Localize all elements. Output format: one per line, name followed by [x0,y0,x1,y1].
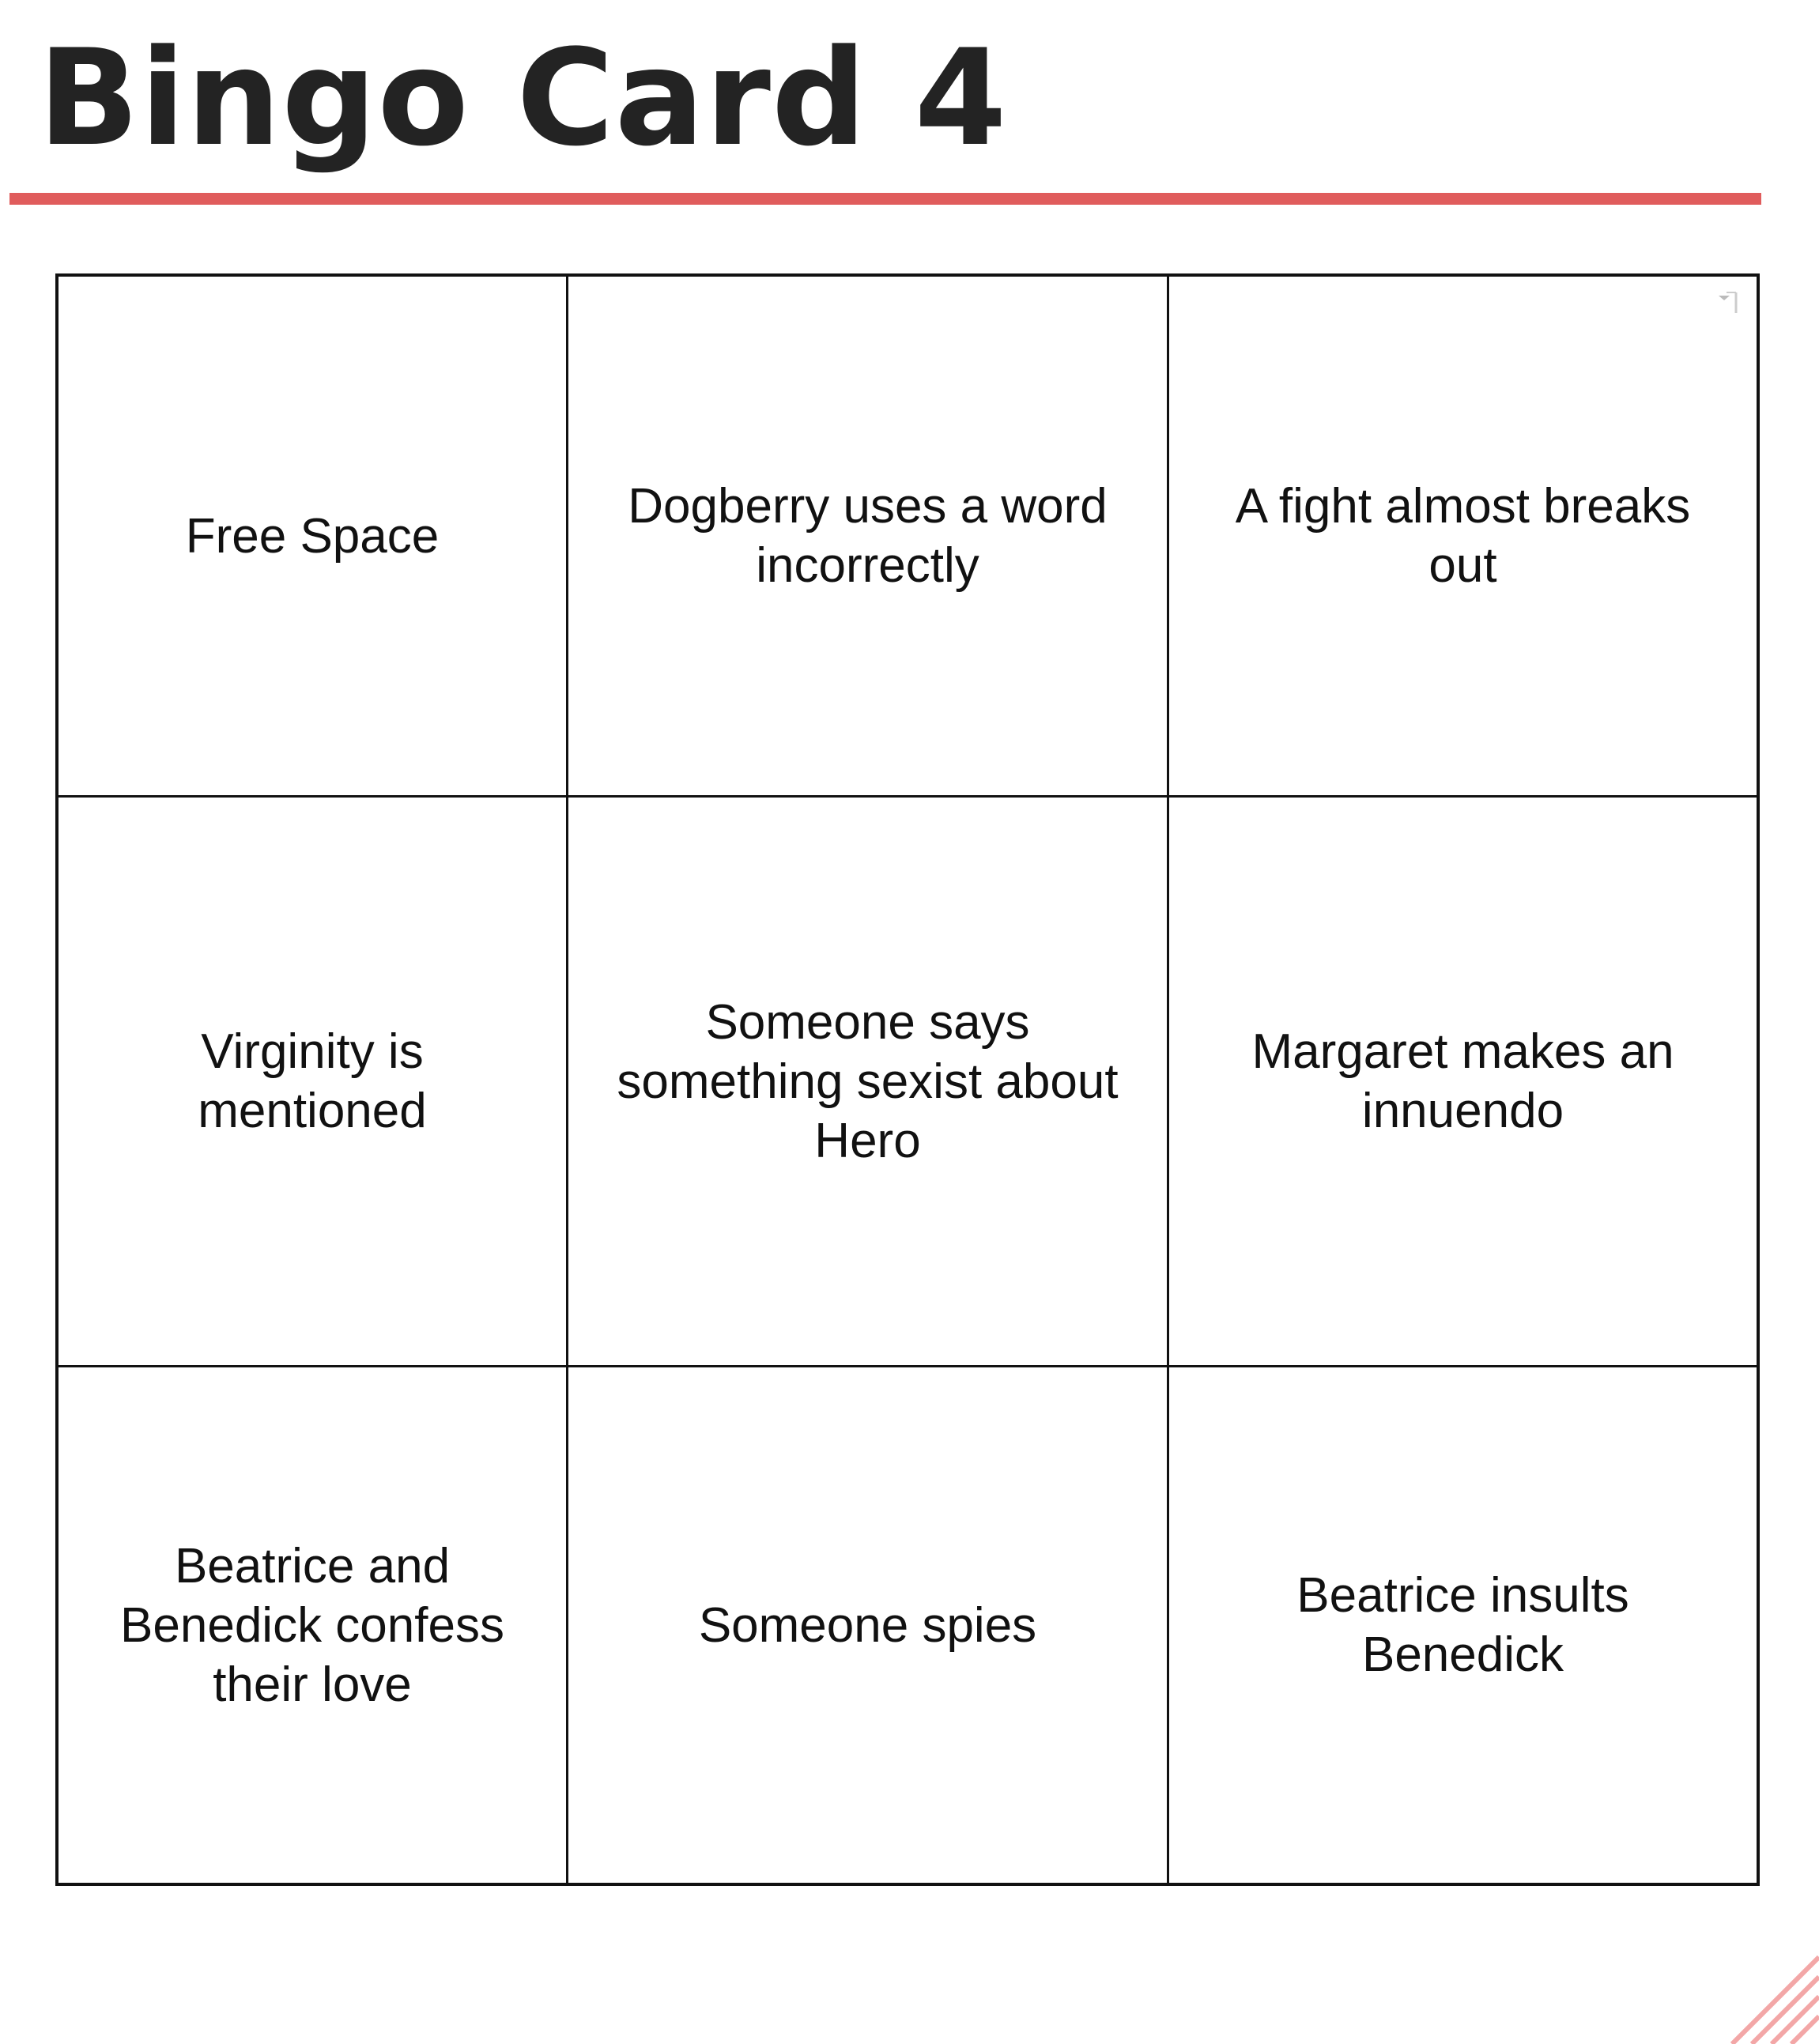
bingo-cell[interactable] [568,277,1169,798]
bingo-cell-label: Someone spies [698,1597,1037,1653]
title-divider [9,193,1761,205]
bingo-cell[interactable] [1169,1367,1757,1883]
bingo-cell[interactable] [1169,798,1757,1367]
bingo-cell-label: Beatrice and Benedick confess their love [120,1538,504,1712]
bingo-cell[interactable] [568,798,1169,1367]
bingo-cell[interactable] [568,1367,1169,1883]
page-title: Bingo Card 4 [38,21,1008,175]
bingo-cell-label: Free Space [185,508,440,564]
bingo-grid [55,273,1760,1886]
bingo-cell-label: Someone says something sexist about Hero [617,994,1119,1168]
bingo-cell[interactable] [1169,277,1757,798]
bingo-cell-label: Virginity is mentioned [198,1024,427,1138]
bingo-cell-free-space[interactable] [58,277,568,798]
bingo-cell[interactable] [58,798,568,1367]
bingo-cell-label: Margaret makes an innuendo [1251,1024,1674,1138]
bingo-cell[interactable] [58,1367,568,1883]
bingo-cell-label: Dogberry uses a word incorrectly [628,479,1108,593]
dropdown-filter-icon [1712,289,1744,313]
diagonal-stripes-icon [1716,1941,1819,2044]
bingo-cell-label: A fight almost breaks out [1235,479,1691,593]
bingo-cell-label: Beatrice insults Benedick [1296,1568,1629,1682]
